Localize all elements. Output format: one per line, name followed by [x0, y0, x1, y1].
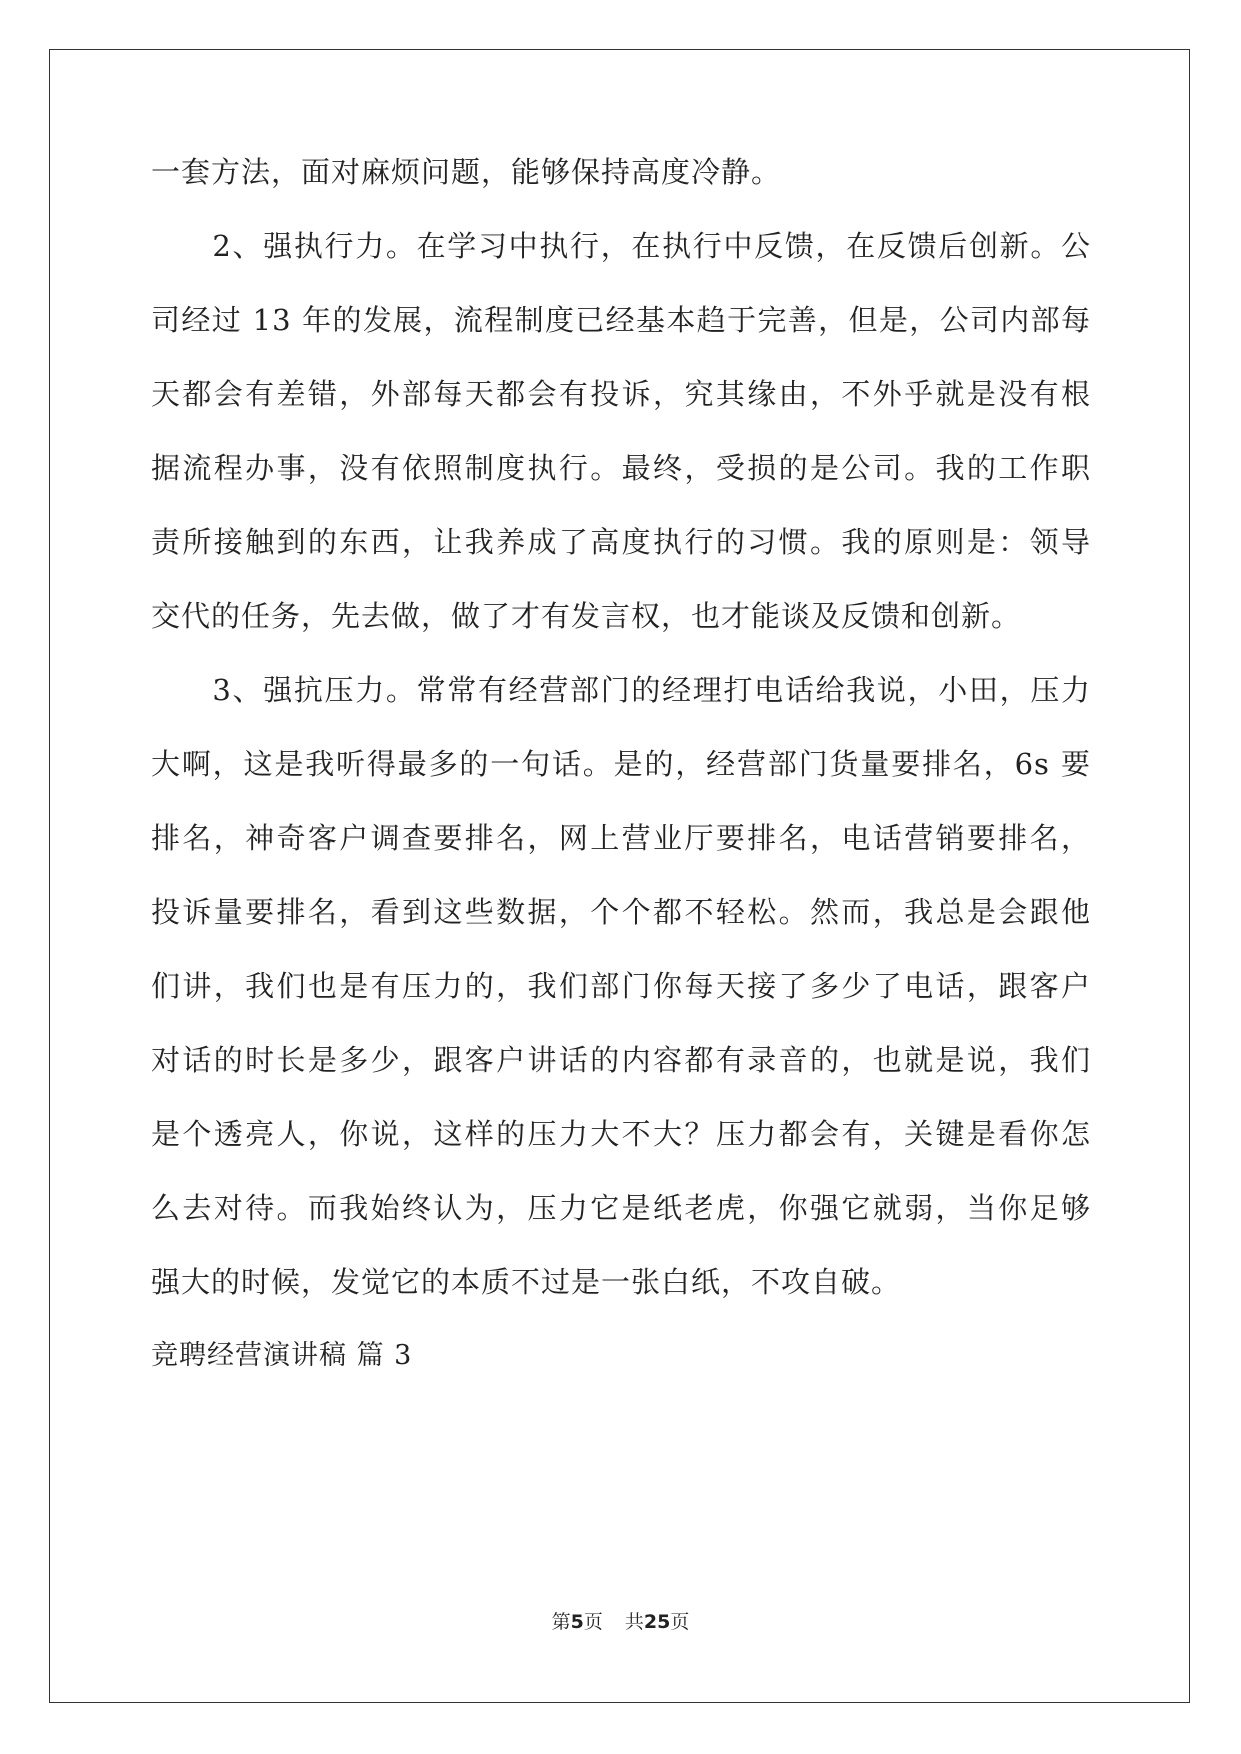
text-line: 交代的任务，先去做，做了才有发言权，也才能谈及反馈和创新。: [151, 599, 1022, 633]
page-prefix: 第: [551, 1611, 571, 1633]
text-line: 司经过 13 年的发展，流程制度已经基本趋于完善，但是，公司内部每: [151, 303, 1091, 337]
page-footer: [0, 1610, 1241, 1634]
text-line: 一套方法，面对麻烦问题，能够保持高度冷静。: [151, 155, 782, 189]
text-line: 责所接触到的东西，让我养成了高度执行的习惯。我的原则是：领导: [151, 525, 1091, 559]
section-heading: 竞聘经营演讲稿 篇 3: [151, 1340, 413, 1371]
page-suffix: 页: [583, 1611, 603, 1633]
text-line: 对话的时长是多少，跟客户讲话的内容都有录音的，也就是说，我们: [151, 1043, 1091, 1077]
page-border: [49, 49, 1190, 1703]
page-total-number: 25: [643, 1611, 671, 1633]
text-line: 2、强执行力。在学习中执行，在执行中反馈，在反馈后创新。公: [151, 229, 1091, 263]
text-line: 强大的时候，发觉它的本质不过是一张白纸，不攻自破。: [151, 1265, 902, 1299]
text-line: 们讲，我们也是有压力的，我们部门你每天接了多少了电话，跟客户: [151, 969, 1091, 1003]
text-line: 天都会有差错，外部每天都会有投诉，究其缘由，不外乎就是没有根: [151, 377, 1091, 411]
text-line: 是个透亮人，你说，这样的压力大不大？压力都会有，关键是看你怎: [151, 1117, 1091, 1151]
text-line: 么去对待。而我始终认为，压力它是纸老虎，你强它就弱，当你足够: [151, 1191, 1091, 1225]
total-suffix: 页: [670, 1611, 690, 1633]
text-line: 据流程办事，没有依照制度执行。最终，受损的是公司。我的工作职: [151, 451, 1091, 485]
page-current-number: 5: [570, 1611, 584, 1633]
total-prefix: 共: [624, 1611, 644, 1633]
text-line: 3、强抗压力。常常有经营部门的经理打电话给我说，小田，压力: [151, 673, 1091, 707]
text-line: 投诉量要排名，看到这些数据，个个都不轻松。然而，我总是会跟他: [151, 895, 1091, 929]
text-line: 排名，神奇客户调查要排名，网上营业厅要排名，电话营销要排名，: [151, 821, 1091, 855]
text-line: 大啊，这是我听得最多的一句话。是的，经营部门货量要排名，6s 要: [151, 747, 1091, 781]
